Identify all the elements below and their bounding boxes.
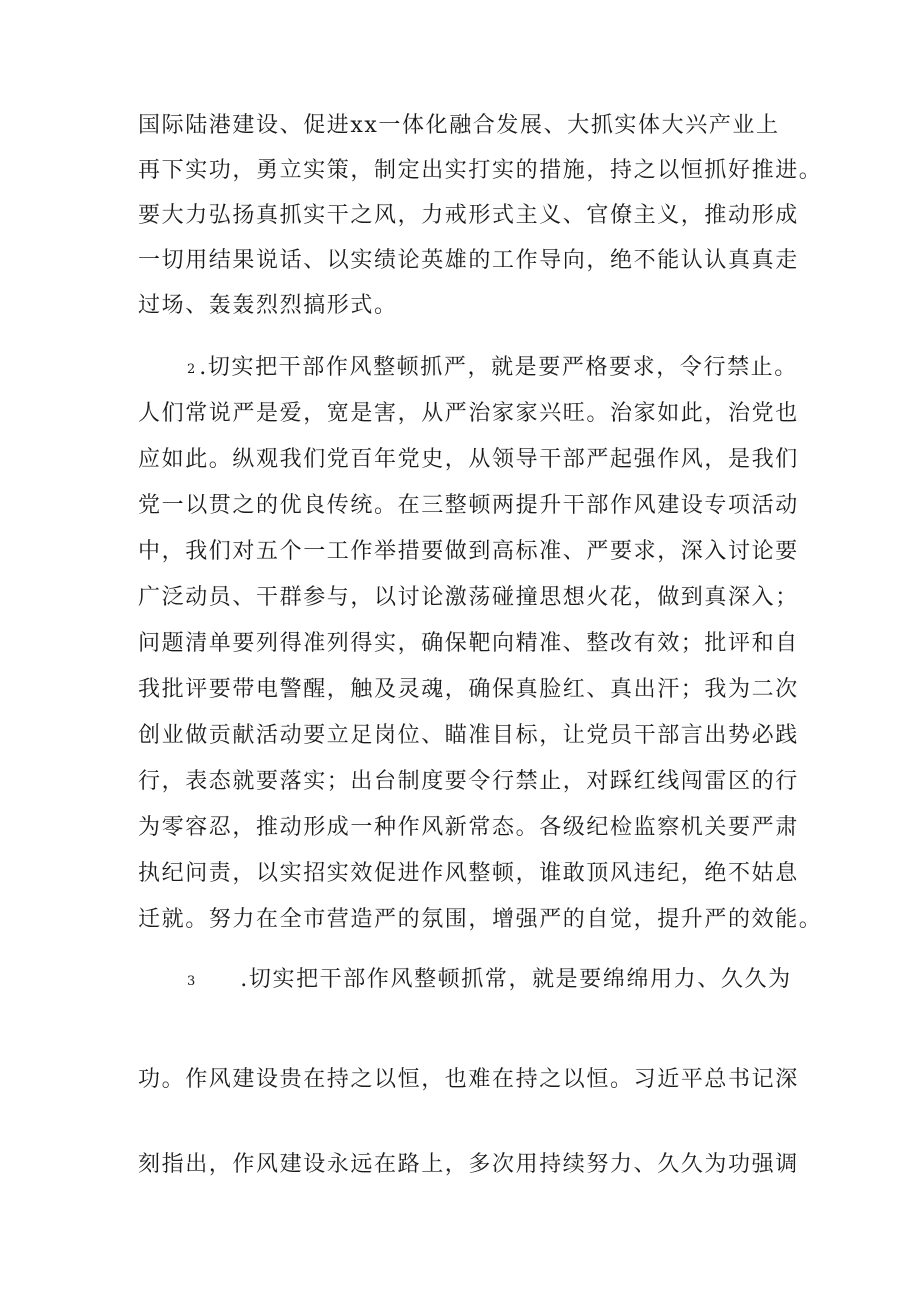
paragraph-line: 创业做贡献活动要立足岗位、瞄准目标，让党员干部言出势必践 [138,723,799,748]
paragraph-line: 过场、轰轰烈烈搞形式。 [138,293,398,318]
paragraph-line: 国际陆港建设、促进xx一体化融合发展、大抓实体大兴产业上 [138,113,780,138]
paragraph-line: 一切用结果说话、以实绩论英雄的工作导向，绝不能认认真真走 [138,248,799,273]
numbered-heading-line [187,967,792,995]
paragraph-line: 刻指出，作风建设永远在路上，多次用持续努力、久久为功强调 [138,1152,799,1177]
paragraph-line: 中，我们对五个一工作举措要做到高标准、严要求，深入讨论要 [138,539,799,564]
paragraph-line: 问题清单要列得准列得实，确保靶向精准、整改有效；批评和自 [138,631,799,656]
item-text: .切实把干部作风整顿抓常，就是要绵绵用力、久久为 [240,967,792,992]
paragraph-line: 应如此。纵观我们党百年党史，从领导干部严起强作风，是我们 [138,447,799,472]
numbered-heading-line [187,355,798,383]
paragraph-line: 人们常说严是爱，宽是害，从严治家家兴旺。治家如此，治党也 [138,401,799,426]
paragraph-line: 为零容忍，推动形成一种作风新常态。各级纪检监察机关要严肃 [138,815,799,840]
paragraph-line: 广泛动员、干群参与，以讨论激荡碰撞思想火花，做到真深入； [138,585,799,610]
paragraph-line: 行，表态就要落实；出台制度要令行禁止，对踩红线闯雷区的行 [138,769,799,794]
paragraph-line: 功。作风建设贵在持之以恒，也难在持之以恒。习近平总书记深 [138,1067,799,1092]
paragraph-line: 我批评要带电警醒，触及灵魂，确保真脸红、真出汗；我为二次 [138,677,799,702]
paragraph-line: 执纪问责，以实招实效促进作风整顿，谁敢顶风违纪，绝不姑息 [138,861,799,886]
paragraph-line: 党一以贯之的优良传统。在三整顿两提升干部作风建设专项活动 [138,493,799,518]
paragraph-line: 迁就。努力在全市营造严的氛围，增强严的自觉，提升严的效能。 [138,907,823,932]
item-text: .切实把干部作风整顿抓严，就是要严格要求，令行禁止。 [199,355,798,380]
paragraph-line: 再下实功，勇立实策，制定出实打实的措施，持之以恒抓好推进。 [138,158,823,183]
item-number: 2 [187,362,196,377]
paragraph-line: 要大力弘扬真抓实干之风，力戒形式主义、官僚主义，推动形成 [138,203,799,228]
item-number: 3 [187,974,196,989]
